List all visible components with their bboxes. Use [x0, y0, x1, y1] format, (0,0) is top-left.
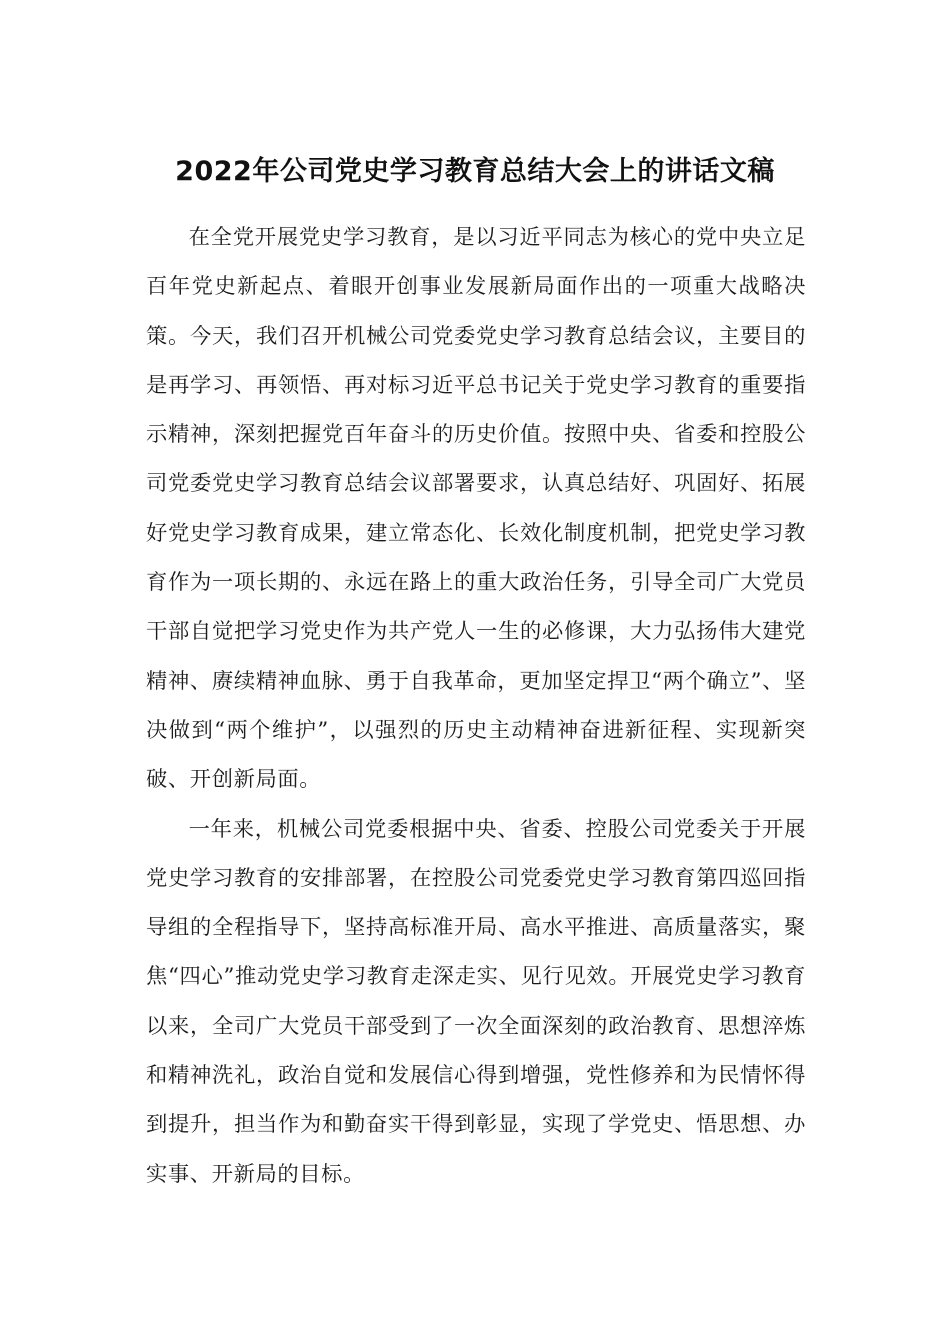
document-body: [146, 213, 806, 1199]
paragraph-2: 一年来，机械公司党委根据中央、省委、控股公司党委关于开展党史学习教育的安排部署，在控股公司党委党史学习教育第四巡回指导组的全程指导下，坚持高标准开局、高水平推进、高质量落实，聚焦“四心”推动党史学习教育走深走实、见行见效。开展党史学习教育以来，全司广大党员干部受到了一次全面深刻的政治教育、思想淬炼和精神洗礼，政治自觉和发展信心得到增强，党性修养和为民情怀得到提升，担当作为和勤奋实干得到彰显，实现了学党史、悟思想、办实事、开新局的目标。: [146, 816, 806, 1187]
paragraph-1: 在全党开展党史学习教育，是以习近平同志为核心的党中央立足百年党史新起点、着眼开创事业发展新局面作出的一项重大战略决策。今天，我们召开机械公司党委党史学习教育总结会议，主要目的是再学习、再领悟、再对标习近平总书记关于党史学习教育的重要指示精神，深刻把握党百年奋斗的历史价值。按照中央、省委和控股公司党委党史学习教育总结会议部署要求，认真总结好、巩固好、拓展好党史学习教育成果，建立常态化、长效化制度机制，把党史学习教育作为一项长期的、永远在路上的重大政治任务，引导全司广大党员干部自觉把学习党史作为共产党人一生的必修课，大力弘扬伟大建党精神、赓续精神血脉、勇于自我革命，更加坚定捍卫“两个确立”、坚决做到“两个维护”，以强烈的历史主动精神奋进新征程、实现新突破、开创新局面。: [146, 225, 806, 793]
document-title: 2022年公司党史学习教育总结大会上的讲话文稿: [175, 156, 775, 187]
